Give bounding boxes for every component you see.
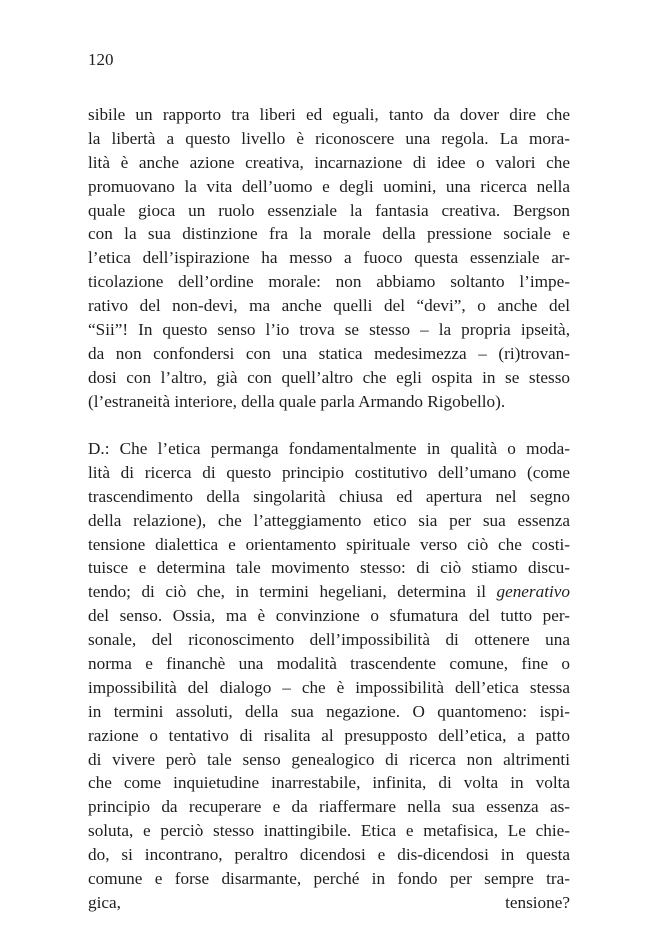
- text-line: di vivere però tale senso genealogico di ricerca non altrimenti: [88, 749, 570, 769]
- paragraph-question: [88, 437, 570, 939]
- text-line: con la sua distinzione fra la morale della pressione sociale e: [88, 224, 570, 244]
- text-line: comune e forse disarmante, perché in fondo per sempre tra-: [88, 869, 570, 889]
- text-line: sonale, del riconoscimento dell’impossibilità di ottenere una: [88, 630, 570, 650]
- text-line: del senso. Ossia, ma è convinzione o sfumatura del tutto per-: [88, 606, 570, 626]
- text-line: l’etica dell’ispirazione ha messo a fuoco questa essenziale ar-: [88, 248, 570, 268]
- text-line: “Sii”! In questo senso l’io trova se stesso – la propria ipseità,: [88, 320, 570, 340]
- text-line: norma e financhè una modalità trascendente comune, fine o: [88, 654, 570, 674]
- text-line: la libertà a questo livello è riconoscere una regola. La mora-: [88, 128, 570, 148]
- text-line: soluta, e perciò stesso inattingibile. Etica e metafisica, Le chie-: [88, 821, 570, 841]
- text-line: do, si incontrano, peraltro dicendosi e dis-dicendosi in questa: [88, 845, 570, 865]
- text-line: trascendimento della singolarità chiusa ed apertura nel segno: [88, 486, 570, 506]
- text-line: D.: Che l’etica permanga fondamentalmente in qualità o moda-: [88, 439, 570, 458]
- text-line: [88, 580, 570, 604]
- italic-term: generativo: [496, 582, 570, 602]
- text-line: tensione dialettica e orientamento spirituale verso ciò che costi-: [88, 534, 570, 554]
- text-line: tuisce e determina tale movimento stesso: di ciò stiamo discu-: [88, 558, 570, 578]
- text-line: promuovano la vita dell’uomo e degli uomini, una ricerca nella: [88, 176, 570, 196]
- text-line: quale gioca un ruolo essenziale la fantasia creativa. Bergson: [88, 200, 570, 220]
- text-line: impossibilità del dialogo – che è impossibilità dell’etica stessa: [88, 677, 570, 697]
- page-number: 120: [88, 50, 114, 69]
- text-line: lità è anche azione creativa, incarnazione di idee o valori che: [88, 152, 570, 172]
- text-line: in termini assoluti, della sua negazione. O quantomeno: ispi-: [88, 701, 570, 721]
- text-line: gica, tensione?: [88, 892, 570, 912]
- text-line: razione o tentativo di risalita al presupposto dell’etica, a patto: [88, 725, 570, 745]
- text-line: ticolazione dell’ordine morale: non abbiamo soltanto l’impe-: [88, 272, 570, 292]
- text-line: che come inquietudine inarrestabile, infinita, di volta in volta: [88, 773, 570, 793]
- text-line: da non confondersi con una statica medesimezza – (ri)trovan-: [88, 343, 570, 363]
- paragraph-answer: [88, 103, 570, 414]
- text-line: dosi con l’altro, già con quell’altro che egli ospita in se stesso: [88, 367, 570, 387]
- text-line: lità di ricerca di questo principio costitutivo dell’umano (come: [88, 462, 570, 482]
- text-line: rativo del non-devi, ma anche quelli del “devi”, o anche del: [88, 296, 570, 316]
- text-line: principio da recuperare e da riaffermare nella sua essenza as-: [88, 797, 570, 817]
- text-line: [88, 915, 570, 939]
- text-line: sibile un rapporto tra liberi ed eguali, tanto da dover dire che: [88, 105, 570, 124]
- text-run: tendo; di ciò che, in termini hegeliani, determina il: [88, 582, 497, 602]
- text-line: (l’estraneità interiore, della quale parla Armando Rigobello).: [88, 391, 506, 411]
- text-line: della relazione), che l’atteggiamento etico sia per sua essenza: [88, 510, 570, 530]
